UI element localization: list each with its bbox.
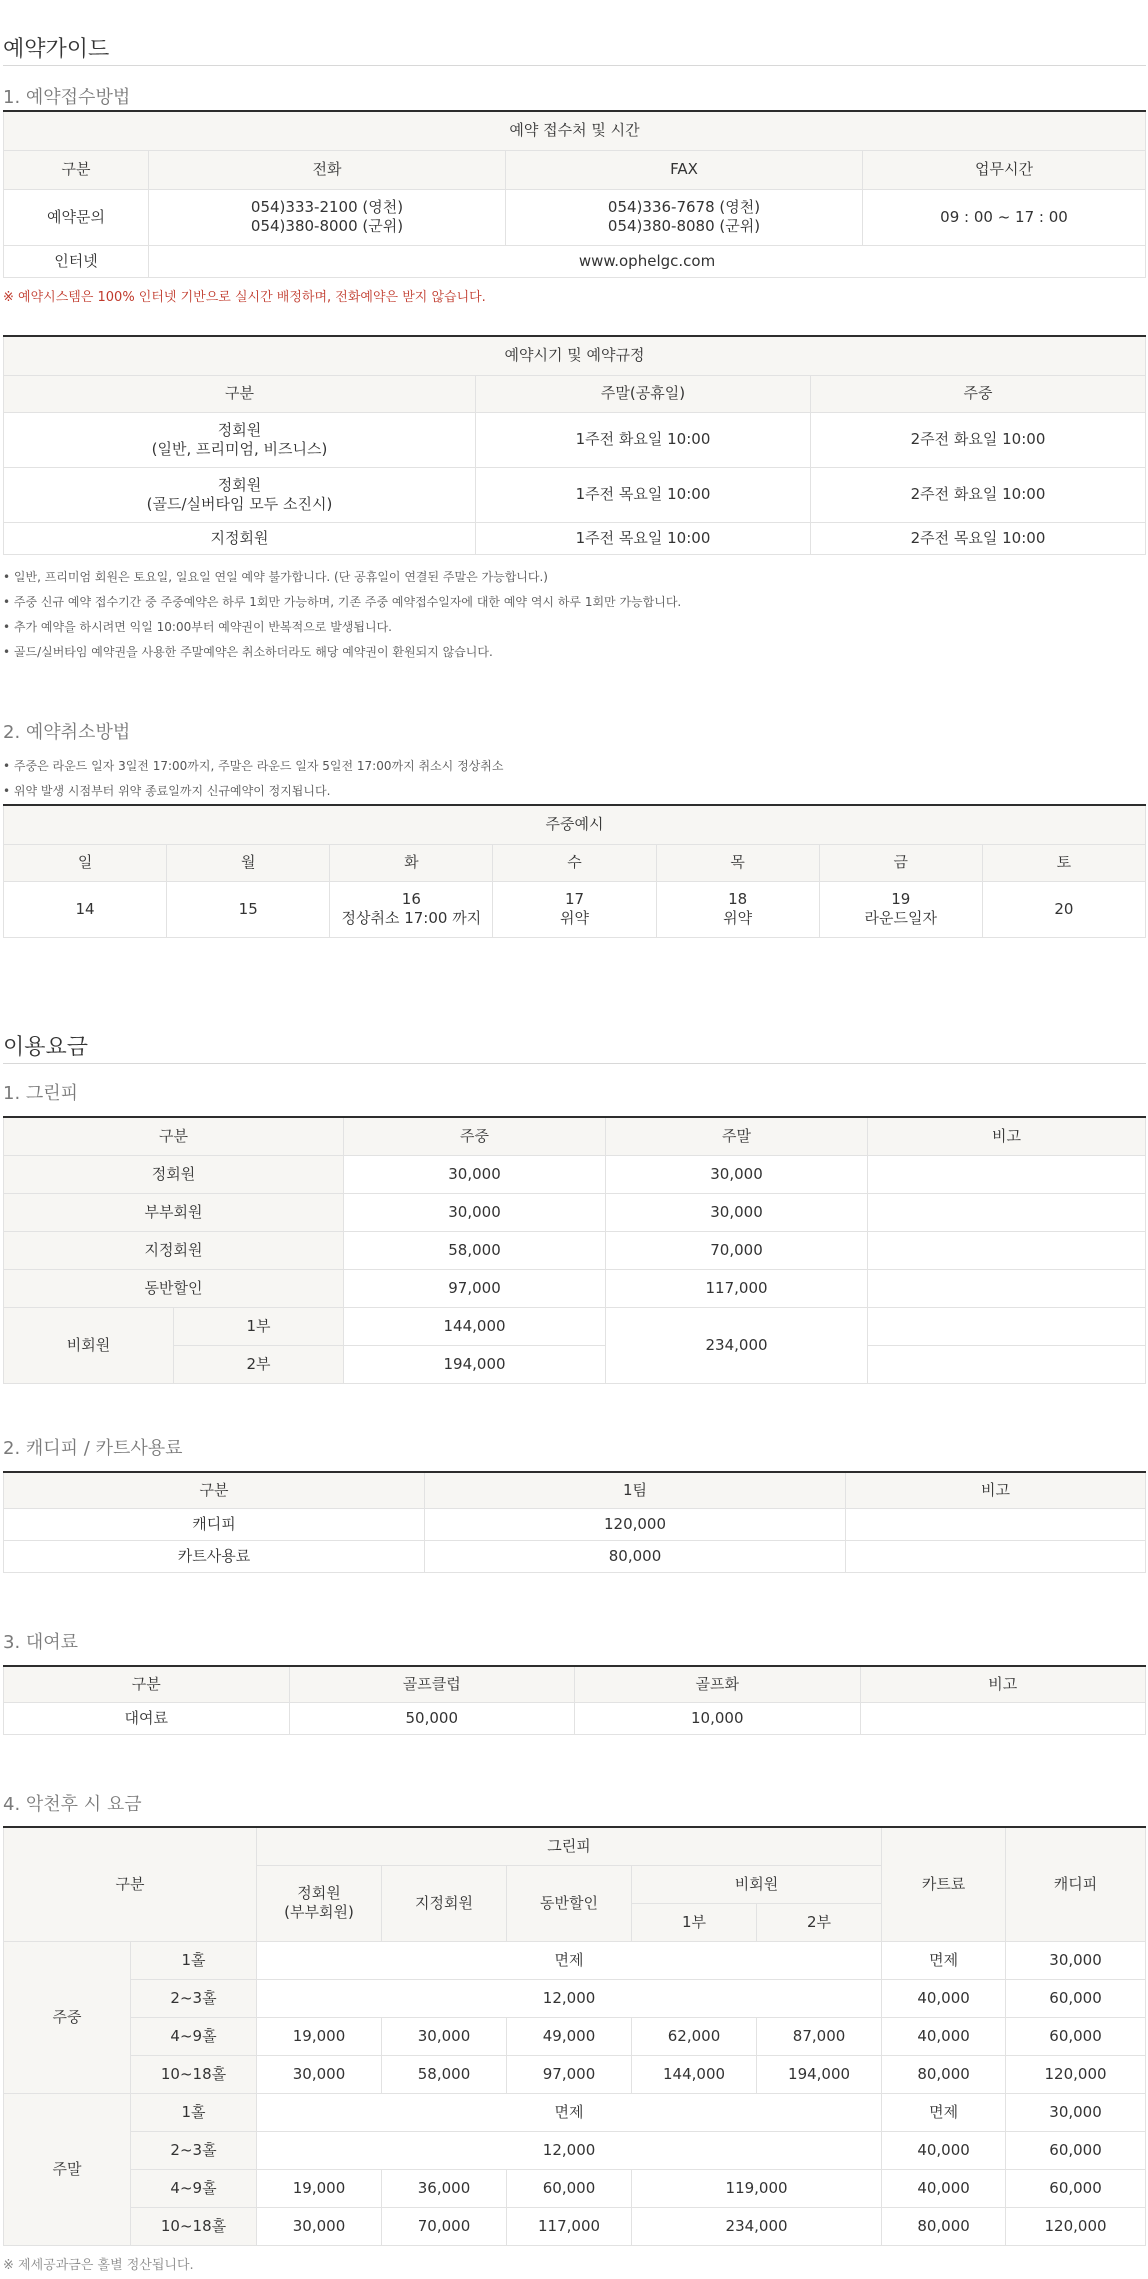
- date-cell: [819, 881, 982, 937]
- companion-fee: 60,000: [507, 2169, 632, 2207]
- cart-fee: 면제: [882, 1941, 1006, 1979]
- date-cell: [493, 881, 656, 937]
- caddie-fee: 120,000: [1006, 2055, 1146, 2093]
- date-status: 위약: [560, 909, 589, 927]
- phone-numbers: [149, 189, 506, 245]
- caddie-fee: 30,000: [1006, 2093, 1146, 2131]
- table-row: [4, 1231, 1146, 1269]
- table-row: [4, 2131, 1146, 2169]
- nonmember-part1-weekday: 144,000: [344, 1307, 606, 1345]
- holes-label: 2~3홀: [131, 1979, 257, 2017]
- greenfee-note: [868, 1307, 1146, 1345]
- table-row: [4, 522, 1146, 554]
- cart-fee: 면제: [882, 2093, 1006, 2131]
- caddie-fee: 60,000: [1006, 2169, 1146, 2207]
- date: 18: [728, 890, 748, 908]
- nonmember-part2: 2부: [174, 1345, 344, 1383]
- day-wednesday: 수: [493, 844, 656, 881]
- example-table-caption: 주중예시: [4, 805, 1146, 844]
- nonmember-fee: 119,000: [632, 2169, 882, 2207]
- rental-note: [860, 1702, 1146, 1734]
- greenfee-note: [868, 1155, 1146, 1193]
- weather-header-companion: 동반할인: [507, 1865, 632, 1941]
- rules-table-caption: 예약시기 및 예약규정: [4, 336, 1146, 375]
- header-phone: 전화: [149, 150, 506, 189]
- greenfee-note: [868, 1231, 1146, 1269]
- companion-fee: 97,000: [507, 2055, 632, 2093]
- caddie-fee: 120,000: [1006, 2207, 1146, 2245]
- date: 15: [238, 899, 258, 918]
- greenfee-row-label: 동반할인: [4, 1269, 344, 1307]
- section-weather-title: 4. 악천후 시 요금: [3, 1794, 142, 1815]
- companion-fee: 49,000: [507, 2017, 632, 2055]
- regular-fee: 30,000: [257, 2207, 382, 2245]
- rules-header-weekend: 주말(공휴일): [476, 375, 811, 412]
- header-category: 구분: [4, 150, 149, 189]
- table-row: [4, 1979, 1146, 2017]
- caddie-fee: 60,000: [1006, 2017, 1146, 2055]
- weather-header-caddie: 캐디피: [1006, 1827, 1146, 1941]
- greenfee-weekend: 30,000: [606, 1155, 868, 1193]
- date-status: 라운드일자: [864, 909, 937, 927]
- greenfee-header-category: 구분: [4, 1117, 344, 1155]
- table-row: [4, 467, 1146, 522]
- table-row: [4, 1508, 1146, 1540]
- greenfee-note: [868, 1345, 1146, 1383]
- weather-header-part1: 1부: [632, 1903, 757, 1941]
- member-type: 정회원: [217, 420, 262, 439]
- member-type: 정회원: [217, 475, 262, 494]
- website-link[interactable]: www.ophelgc.com: [149, 245, 1146, 277]
- contact-table: [3, 110, 1146, 278]
- cancel-note: • 주중은 라운드 일자 3일전 17:00까지, 주말은 라운드 일자 5일전 17:00까지 취소시 정상취소: [3, 759, 504, 773]
- greenfee-weekend: 70,000: [606, 1231, 868, 1269]
- nonmember-part1-fee: 62,000: [632, 2017, 757, 2055]
- member-type-detail: (골드/실버타임 모두 소진시): [146, 494, 333, 513]
- weather-fee-table: [3, 1826, 1146, 2246]
- rental-header-club: 골프클럽: [289, 1666, 575, 1702]
- weather-header-designated: 지정회원: [382, 1865, 507, 1941]
- day-saturday: 토: [982, 844, 1145, 881]
- rental-header-shoes: 골프화: [575, 1666, 861, 1702]
- weekend-open-time: 1주전 목요일 10:00: [476, 467, 811, 522]
- designated-fee: 70,000: [382, 2207, 507, 2245]
- section-reservation-method-title: 1. 예약접수방법: [3, 87, 131, 108]
- nonmember-part2-fee: 194,000: [757, 2055, 882, 2093]
- rules-note: • 주중 신규 예약 접수기간 중 주중예약은 하루 1회만 가능하며, 기존 주중 예약접수일자에 대한 예약 역시 하루 1회만 가능합니다.: [3, 595, 682, 609]
- caddie-header-note: 비고: [846, 1472, 1146, 1508]
- companion-fee: 117,000: [507, 2207, 632, 2245]
- greenfee-row-label: 부부회원: [4, 1193, 344, 1231]
- cart-fee: 40,000: [882, 2131, 1006, 2169]
- greenfee-merged: 면제: [257, 1941, 882, 1979]
- weekday-label: 주중: [4, 1941, 131, 2093]
- caddie-header-team: 1팀: [425, 1472, 846, 1508]
- date-cell: [330, 881, 493, 937]
- greenfee-header-note: 비고: [868, 1117, 1146, 1155]
- rental-label: 대여료: [4, 1702, 290, 1734]
- caddie-cart-table: [3, 1471, 1146, 1573]
- header-line: (부부회원): [284, 1903, 354, 1921]
- phone-gunwi[interactable]: 054)380-8000 (군위): [250, 217, 404, 235]
- rules-notes: [3, 570, 1146, 670]
- table-row: [4, 1155, 1146, 1193]
- weekend-open-time: 1주전 화요일 10:00: [476, 412, 811, 467]
- table-row: [4, 2169, 1146, 2207]
- greenfee-note: [868, 1269, 1146, 1307]
- reservation-rules-table: [3, 335, 1146, 555]
- header-hours: 업무시간: [863, 150, 1146, 189]
- holes-label: 1홀: [131, 1941, 257, 1979]
- nonmember-label: 비회원: [4, 1307, 174, 1383]
- internet-only-notice: ※ 예약시스템은 100% 인터넷 기반으로 실시간 배정하며, 전화예약은 받지 않습니다.: [3, 290, 486, 305]
- tax-footnote: ※ 제세공과금은 홀별 정산됩니다.: [3, 2258, 194, 2273]
- day-sunday: 일: [4, 844, 167, 881]
- member-type-detail: (일반, 프리미엄, 비즈니스): [151, 439, 328, 458]
- fax-numbers: [506, 189, 863, 245]
- caddie-fee: 60,000: [1006, 1979, 1146, 2017]
- holes-label: 10~18홀: [131, 2207, 257, 2245]
- cart-fee: 40,000: [882, 2169, 1006, 2207]
- date-status: 위약: [723, 909, 753, 927]
- rules-note: • 일반, 프리미엄 회원은 토요일, 일요일 연일 예약 불가합니다. (단 공휴일이 연결된 주말은 가능합니다.): [3, 570, 548, 584]
- greenfee-header-weekend: 주말: [606, 1117, 868, 1155]
- table-row: [4, 1540, 1146, 1572]
- caddie-fee: 30,000: [1006, 1941, 1146, 1979]
- holes-label: 2~3홀: [131, 2131, 257, 2169]
- cart-fee-value: 80,000: [425, 1540, 846, 1572]
- weather-header-nonmember: 비회원: [632, 1865, 882, 1903]
- greenfee-header-weekday: 주중: [344, 1117, 606, 1155]
- weather-header-category: 구분: [4, 1827, 257, 1941]
- date-cell: [167, 881, 330, 937]
- table-row: [4, 2093, 1146, 2131]
- regular-fee: 19,000: [257, 2169, 382, 2207]
- holes-label: 10~18홀: [131, 2055, 257, 2093]
- nonmember-part1-fee: 144,000: [632, 2055, 757, 2093]
- header-fax: FAX: [506, 150, 863, 189]
- date: 17: [564, 890, 585, 908]
- table-row: [4, 2017, 1146, 2055]
- greenfee-weekday: 30,000: [344, 1193, 606, 1231]
- weekday-open-time: 2주전 화요일 10:00: [811, 412, 1146, 467]
- day-tuesday: 화: [330, 844, 493, 881]
- rental-club-value: 50,000: [289, 1702, 575, 1734]
- greenfee-weekday: 58,000: [344, 1231, 606, 1269]
- caddie-fee: 60,000: [1006, 2131, 1146, 2169]
- cart-fee-note: [846, 1540, 1146, 1572]
- date: 14: [75, 899, 95, 918]
- weekend-label: 주말: [4, 2093, 131, 2245]
- weather-header-regular: [257, 1865, 382, 1941]
- greenfee-weekday: 30,000: [344, 1155, 606, 1193]
- weather-header-cart: 카트료: [882, 1827, 1006, 1941]
- section-rental-title: 3. 대여료: [3, 1632, 79, 1653]
- section-caddie-title: 2. 캐디피 / 카트사용료: [3, 1438, 183, 1459]
- caddie-fee-value: 120,000: [425, 1508, 846, 1540]
- table-row: [4, 1307, 1146, 1345]
- cart-fee: 40,000: [882, 1979, 1006, 2017]
- designated-fee: 36,000: [382, 2169, 507, 2207]
- section-cancel-method-title: 2. 예약취소방법: [3, 722, 131, 743]
- business-hours: 09 : 00 ~ 17 : 00: [863, 189, 1146, 245]
- nonmember-fee: 234,000: [632, 2207, 882, 2245]
- nonmember-part2-fee: 87,000: [757, 2017, 882, 2055]
- rules-header-weekday: 주중: [811, 375, 1146, 412]
- greenfee-note: [868, 1193, 1146, 1231]
- fax-yeongcheon: 054)336-7678 (영천): [607, 198, 761, 216]
- rental-header-category: 구분: [4, 1666, 290, 1702]
- day-friday: 금: [819, 844, 982, 881]
- designated-fee: 58,000: [382, 2055, 507, 2093]
- row-label-internet: 인터넷: [4, 245, 149, 277]
- weather-header-greenfee: 그린피: [257, 1827, 882, 1865]
- rules-note: • 추가 예약을 하시려면 익일 10:00부터 예약권이 반복적으로 발생됩니다.: [3, 620, 392, 634]
- member-type: 지정회원: [4, 522, 476, 554]
- contact-table-caption: 예약 접수처 및 시간: [4, 111, 1146, 150]
- weekday-open-time: 2주전 목요일 10:00: [811, 522, 1146, 554]
- cart-fee: 80,000: [882, 2055, 1006, 2093]
- date-cell: [656, 881, 819, 937]
- date-cell: [4, 881, 167, 937]
- designated-fee: 30,000: [382, 2017, 507, 2055]
- date: 16: [401, 890, 421, 908]
- nonmember-weekend: 234,000: [606, 1307, 868, 1383]
- cart-fee: 40,000: [882, 2017, 1006, 2055]
- greenfee-weekend: 117,000: [606, 1269, 868, 1307]
- holes-label: 4~9홀: [131, 2169, 257, 2207]
- holes-label: 4~9홀: [131, 2017, 257, 2055]
- section-greenfee-title: 1. 그린피: [3, 1083, 79, 1104]
- greenfee-merged: 12,000: [257, 1979, 882, 2017]
- day-thursday: 목: [656, 844, 819, 881]
- table-row: [4, 2207, 1146, 2245]
- row-label-inquiry: 예약문의: [4, 189, 149, 245]
- header-line: 정회원: [297, 1884, 341, 1902]
- regular-fee: 19,000: [257, 2017, 382, 2055]
- date: 20: [1054, 899, 1074, 918]
- table-row: [4, 1941, 1146, 1979]
- table-row: [4, 1702, 1146, 1734]
- cancel-note: • 위약 발생 시점부터 위약 종료일까지 신규예약이 정지됩니다.: [3, 784, 331, 798]
- fax-gunwi: 054)380-8080 (군위): [607, 217, 761, 235]
- caddie-header-category: 구분: [4, 1472, 425, 1508]
- cart-fee: 80,000: [882, 2207, 1006, 2245]
- weekend-open-time: 1주전 목요일 10:00: [476, 522, 811, 554]
- date: 19: [891, 890, 911, 908]
- caddie-fee-note: [846, 1508, 1146, 1540]
- caddie-fee-label: 캐디피: [4, 1508, 425, 1540]
- rental-shoes-value: 10,000: [575, 1702, 861, 1734]
- table-row: [4, 1193, 1146, 1231]
- greenfee-merged: 12,000: [257, 2131, 882, 2169]
- reservation-guide-title: 예약가이드: [3, 32, 1146, 66]
- greenfee-weekend: 30,000: [606, 1193, 868, 1231]
- greenfee-row-label: 정회원: [4, 1155, 344, 1193]
- table-row: [4, 1269, 1146, 1307]
- greenfee-weekday: 97,000: [344, 1269, 606, 1307]
- table-row: [4, 412, 1146, 467]
- holes-label: 1홀: [131, 2093, 257, 2131]
- cart-fee-label: 카트사용료: [4, 1540, 425, 1572]
- date-cell: [982, 881, 1145, 937]
- rules-header-category: 구분: [4, 375, 476, 412]
- rental-table: [3, 1665, 1146, 1735]
- nonmember-part1: 1부: [174, 1307, 344, 1345]
- nonmember-part2-weekday: 194,000: [344, 1345, 606, 1383]
- table-row: [4, 2055, 1146, 2093]
- fees-title: 이용요금: [3, 1030, 1146, 1064]
- weekday-example-table: [3, 804, 1146, 938]
- weekday-open-time: 2주전 화요일 10:00: [811, 467, 1146, 522]
- day-monday: 월: [167, 844, 330, 881]
- weather-header-part2: 2부: [757, 1903, 882, 1941]
- greenfee-table: [3, 1116, 1146, 1384]
- table-row: [4, 1345, 1146, 1383]
- cancel-notes: [3, 759, 1146, 809]
- rules-note: • 골드/실버타임 예약권을 사용한 주말예약은 취소하더라도 해당 예약권이 환원되지 않습니다.: [3, 645, 493, 659]
- greenfee-merged: 면제: [257, 2093, 882, 2131]
- rental-header-note: 비고: [860, 1666, 1146, 1702]
- date-status: 정상취소 17:00 까지: [341, 909, 482, 927]
- phone-yeongcheon[interactable]: 054)333-2100 (영천): [250, 198, 404, 216]
- greenfee-row-label: 지정회원: [4, 1231, 344, 1269]
- regular-fee: 30,000: [257, 2055, 382, 2093]
